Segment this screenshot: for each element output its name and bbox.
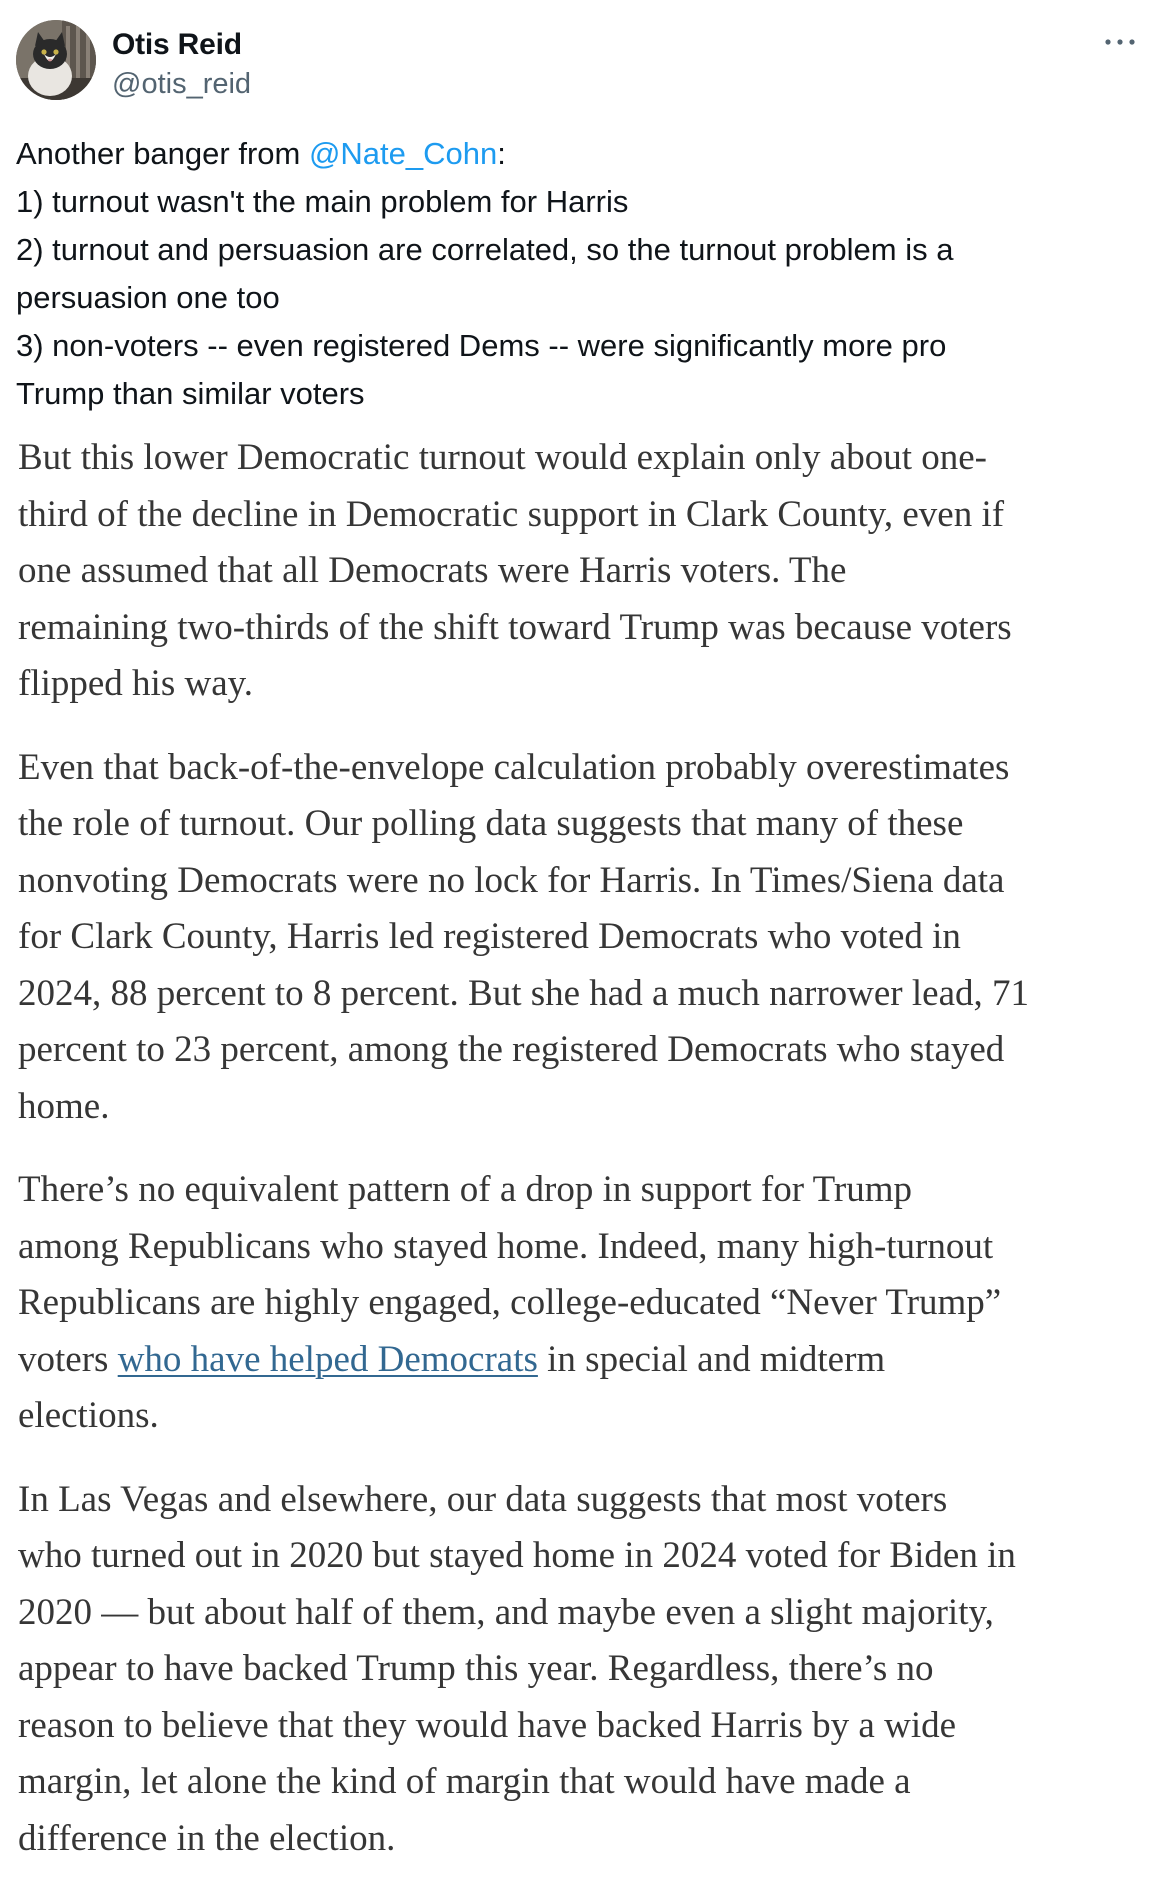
tweet-line-1-suffix: : [497,136,506,171]
article-line: margin, let alone the kind of margin that would have made a [18,1761,911,1802]
article-line: reason to believe that they would have backed Harris by a wide [18,1704,957,1746]
article-line: elections. [18,1395,159,1436]
more-horizontal-icon[interactable] [1102,32,1138,52]
author-display-name[interactable]: Otis Reid [112,28,242,61]
article-line: Republicans are highly engaged, college-educated “Never Trump” [18,1282,1002,1323]
article-line: 2020 — but about half of them, and maybe even a slight majority, [18,1591,994,1633]
article-paragraph-1 [18,430,1148,713]
tweet-line-3: 2) turnout and persuasion are correlated, so the turnout problem is a [16,232,954,267]
tweet-line-4: persuasion one too [16,280,280,315]
article-line: appear to have backed Trump this year. Regardless, there’s no [18,1648,934,1689]
article-line: But this lower Democratic turnout would explain only about one- [18,437,987,478]
avatar[interactable] [16,20,96,100]
tweet-line-2: 1) turnout wasn't the main problem for Harris [16,184,629,219]
article-line: the role of turnout. Our polling data suggests that many of these [18,803,964,844]
article-line: percent to 23 percent, among the registered Democrats who stayed [18,1029,1005,1070]
cat-photo-avatar-icon [16,20,96,100]
article-line-suffix: in special and midterm [537,1338,886,1380]
tweet-line-1 [16,130,1136,178]
article-line: among Republicans who stayed home. Indeed, many high-turnout [18,1225,994,1267]
article-line: for Clark County, Harris led registered Democrats who voted in [18,916,961,957]
tweet-line-6: Trump than similar voters [16,376,365,411]
article-line: third of the decline in Democratic support in Clark County, even if [18,493,1005,535]
tweet-body [16,130,1136,418]
article-line: There’s no equivalent pattern of a drop in support for Trump [18,1169,912,1210]
article-paragraph-2 [18,740,1148,1136]
tweet-line-5: 3) non-voters -- even registered Dems -- were significantly more pro [16,328,947,363]
article-line [18,1332,1148,1389]
article-line: one assumed that all Democrats were Harris voters. The [18,550,847,591]
article-line: 2024, 88 percent to 8 percent. But she had a much narrower lead, 71 [18,972,1029,1014]
author-handle[interactable]: @otis_reid [112,68,252,100]
tweet-header [16,20,1146,104]
tweet-line-1-prefix: Another banger from [16,136,309,171]
article-paragraph-4 [18,1472,1148,1868]
article-paragraph-3 [18,1162,1148,1445]
article-line: difference in the election. [18,1817,396,1859]
article-line: who turned out in 2020 but stayed home in 2024 voted for Biden in [18,1535,1016,1576]
article-inline-link[interactable]: who have helped Democrats [117,1338,538,1380]
article-line: flipped his way. [18,663,253,704]
article-line: home. [18,1085,110,1127]
article-line: In Las Vegas and elsewhere, our data suggests that most voters [18,1478,948,1520]
article-line: Even that back-of-the-envelope calculation probably overestimates [18,746,1010,788]
article-line: remaining two-thirds of the shift toward Trump was because voters [18,606,1012,648]
article-screenshot[interactable] [18,430,1148,1894]
article-line: nonvoting Democrats were no lock for Harris. In Times/Siena data [18,859,1005,901]
mention-link[interactable]: @Nate_Cohn [308,136,498,171]
article-line-prefix: voters [18,1338,118,1380]
